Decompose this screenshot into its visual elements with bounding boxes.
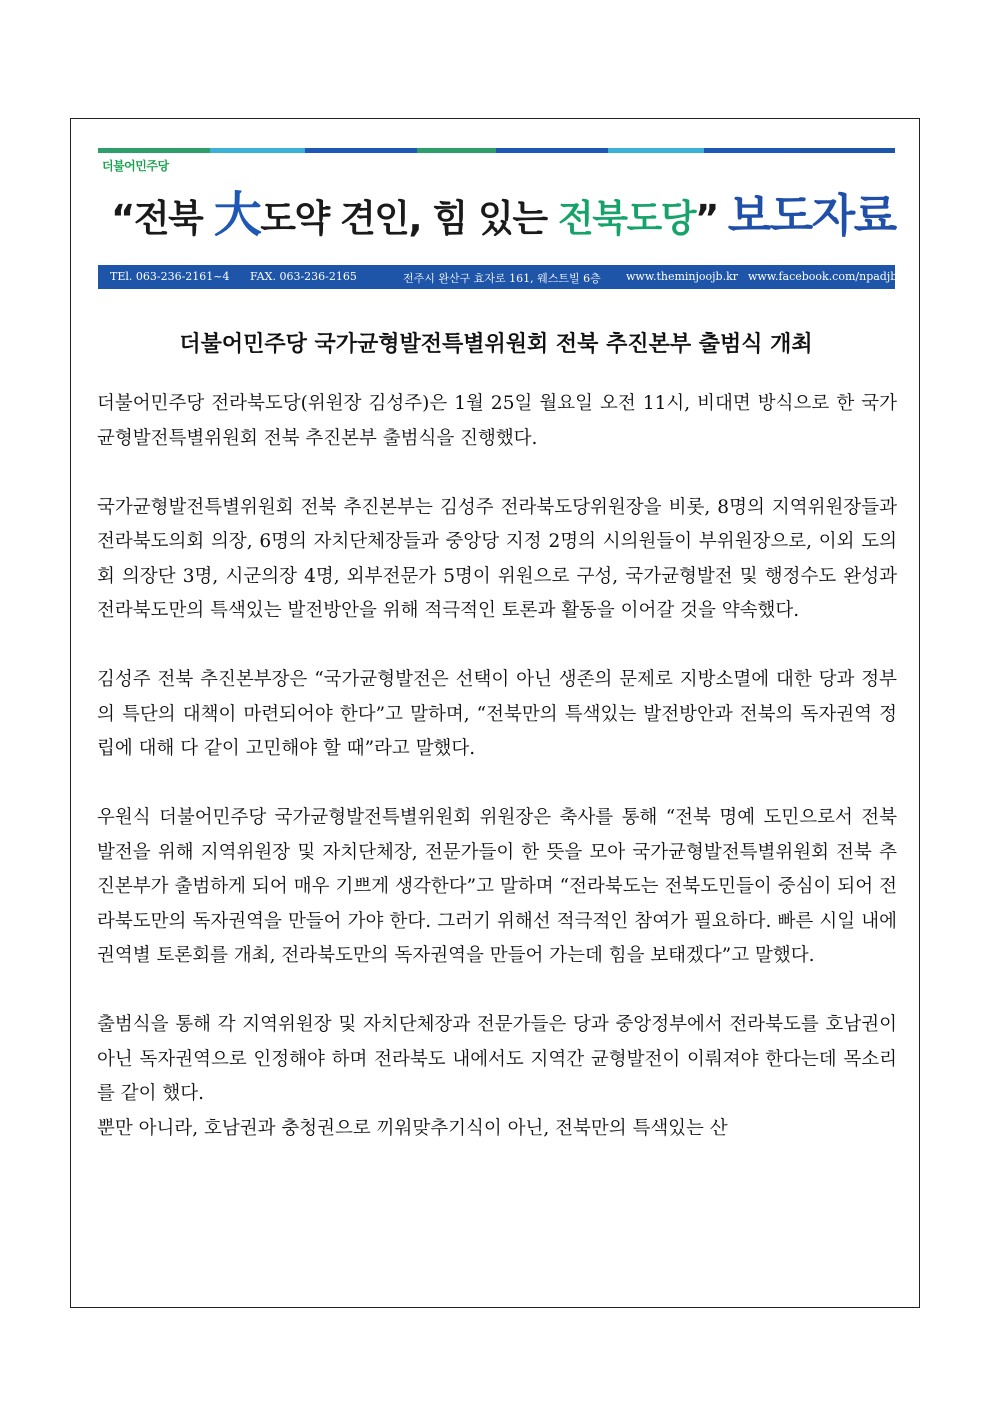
headline-mid: 도약 견인, 힘 있는 [260, 197, 558, 240]
stripe-segment [799, 148, 895, 153]
contact-info-bar [98, 265, 898, 289]
tel-number: TEl. 063-236-2161~4 [110, 270, 230, 283]
paragraph: 뿐만 아니라, 호남권과 충청권으로 끼워맞추기식이 아닌, 전북만의 특색있는 산 [97, 1117, 728, 1139]
headline-press-release: 보도자료 [727, 189, 896, 242]
stripe-segment [704, 148, 800, 153]
document-frame [70, 118, 920, 1308]
facebook-link[interactable]: www.facebook.com/npadjb [748, 270, 898, 283]
stripe-segment [608, 148, 704, 153]
paragraph: 김성주 전북 추진본부장은 “국가균형발전은 선택이 아닌 생존의 문제로 지방소멸에 대한 당과 정부의 특단의 대책이 마련되어야 한다”고 말하며, “전북만의 특색있는 발전방안과 전북의 독자권역 정립에 대해 다 같이 고민해야 할 때”라고 말했다. [97, 669, 897, 759]
stripe-segment [496, 148, 608, 153]
headline-green: 전북도당 [557, 197, 695, 240]
paragraph: 우원식 더불어민주당 국가균형발전특별위원회 위원장은 축사를 통해 “전북 명예 도민으로서 전북 발전을 위해 지역위원장 및 자치단체장, 전문가들이 한 뜻을 모아 국가균형발전특별위원회 전북 추진본부가 출범하게 되어 매우 기쁘게 생각한다”고 말하며 “전라북도는 전북도민들이 중심이 되어 전라북도만의 독자권역을 만들어 가야 한다. 그러기 위해선 적극적인 참여가 필요하다. 빠른 시일 내에 권역별 토론회를 개최, 전라북도만의 독자권역을 만들어 가는데 힘을 보태겠다”고 말했다. [97, 807, 897, 966]
paragraph: 출범식을 통해 각 지역위원장 및 자치단체장과 전문가들은 당과 중앙정부에서 전라북도를 호남권이 아닌 독자권역으로 인정해야 하며 전라북도 내에서도 지역간 균형발전이 이뤄져야 한다는데 목소리를 같이 했다. [97, 1014, 897, 1104]
headline-close: ” [694, 197, 718, 240]
document-title: 더불어민주당 국가균형발전특별위원회 전북 추진본부 출범식 개최 [179, 331, 813, 357]
stripe-segment [305, 148, 417, 153]
website-link[interactable]: www.theminjoojb.kr [626, 270, 739, 283]
paragraph: 더불어민주당 전라북도당(위원장 김성주)은 1월 25일 월요일 오전 11시, 비대면 방식으로 한 국가균형발전특별위원회 전북 추진본부 출범식을 진행했다. [97, 393, 897, 449]
office-address: 전주시 완산구 효자로 161, 웨스트빌 6층 [403, 272, 601, 285]
press-headline [111, 187, 896, 247]
fax-number: FAX. 063-236-2165 [250, 270, 357, 283]
party-logo: 더불어민주당 [102, 159, 169, 173]
stripe-segment [417, 148, 497, 153]
header-color-stripe [98, 148, 895, 153]
document-body [97, 387, 897, 1146]
paragraph: 국가균형발전특별위원회 전북 추진본부는 김성주 전라북도당위원장을 비롯, 8명의 지역위원장들과 전라북도의회 의장, 6명의 자치단체장들과 중앙당 지정 2명의 시의원들이 부위원장으로, 이외 도의회 의장단 3명, 시군의장 4명, 외부전문가 5명이 위원으로 구성, 국가균형발전 및 행정수도 완성과 전라북도만의 특색있는 발전방안을 위해 적극적인 토론과 활동을 이어갈 것을 약속했다. [97, 496, 897, 621]
stripe-segment [210, 148, 306, 153]
stripe-segment [98, 148, 210, 153]
headline-big-char: 大 [213, 187, 261, 243]
headline-open: “전북 [111, 197, 214, 240]
